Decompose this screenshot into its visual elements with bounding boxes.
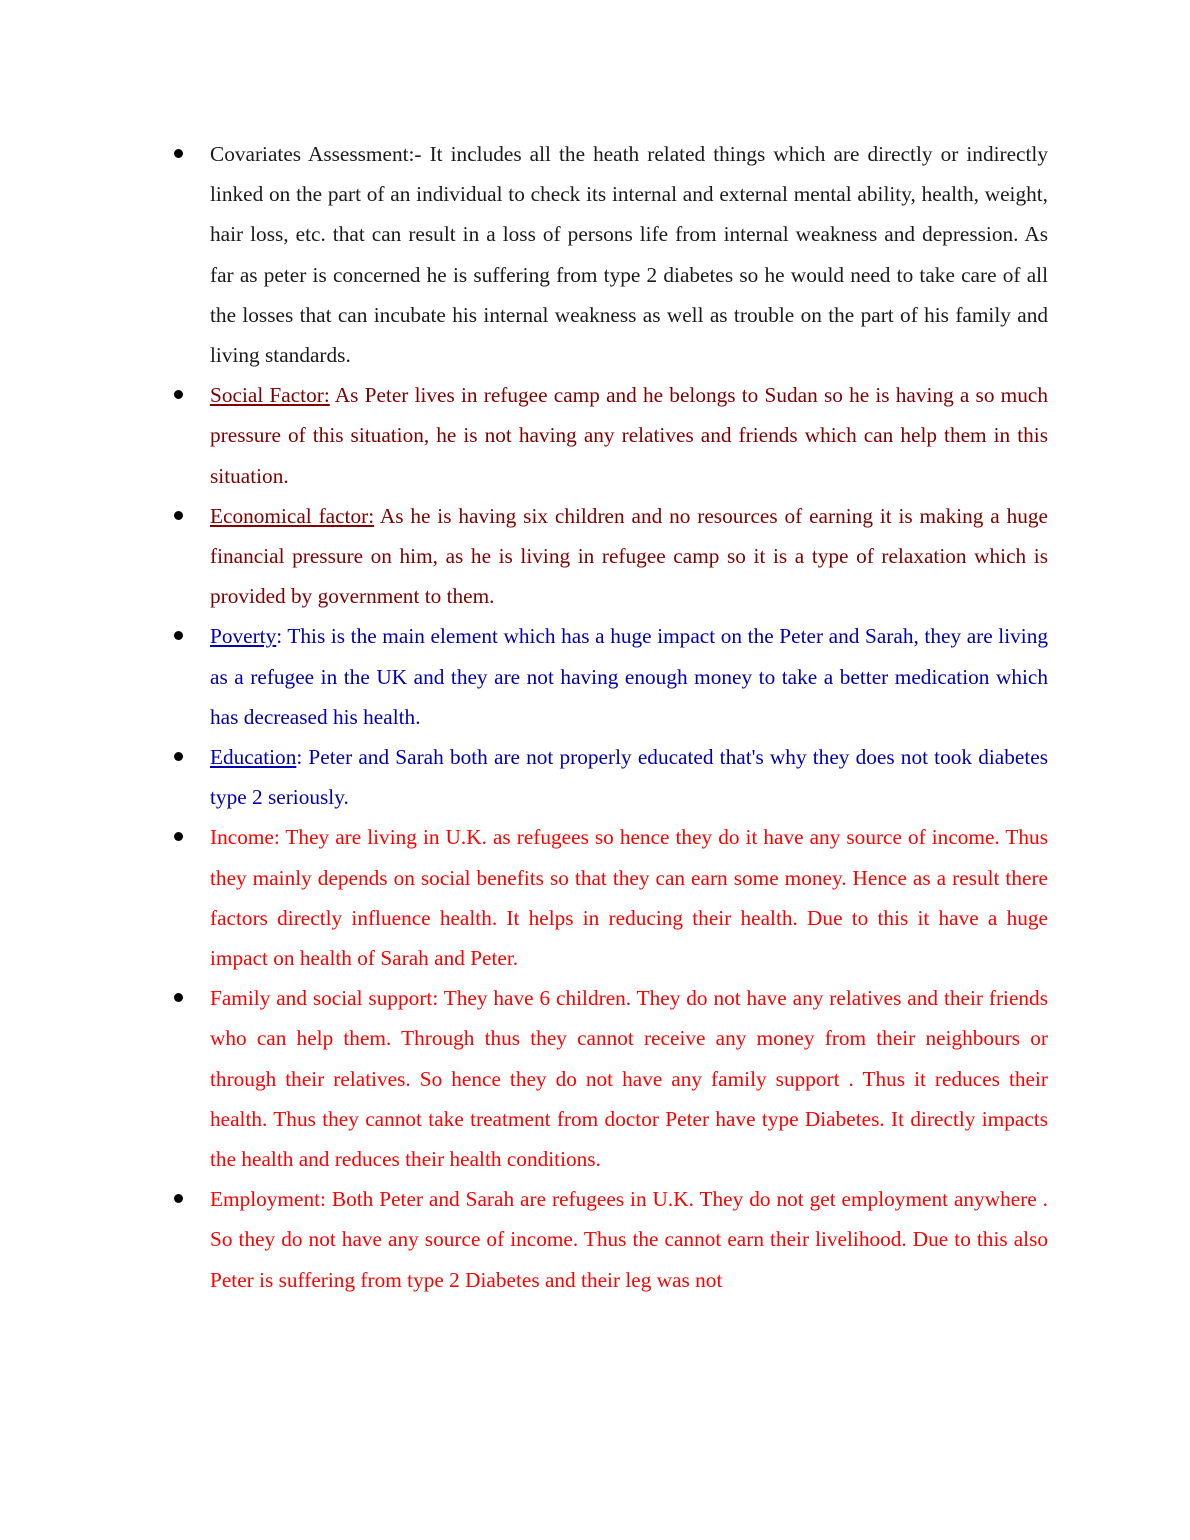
bullet-icon xyxy=(174,149,183,158)
item-text: : Peter and Sarah both are not properly educated that's why they does not took diabetes type 2 seriously. xyxy=(210,745,1048,810)
bullet-icon xyxy=(174,752,183,761)
item-term: Social Factor: xyxy=(210,383,330,408)
bullet-icon xyxy=(174,993,183,1002)
item-text: Income: They are living in U.K. as refugees so hence they do it have any source of income. Thus they mainly depends on social benefits so that they can earn some money. Hence as a result there factors directly influence health. It helps in reducing their health. Due to this it have a huge impact on health of Sarah and Peter. xyxy=(210,825,1048,971)
list-item-covariates xyxy=(210,134,1048,375)
item-text: Family and social support: They have 6 children. They do not have any relatives and their friends who can help them. Through thus they cannot receive any money from their neighbours or through their relatives. So hence they do not have any family support . Thus it reduces their health. Thus they cannot take treatment from doctor Peter have type Diabetes. It directly impacts the health and reduces their health conditions. xyxy=(210,986,1048,1172)
item-text: : This is the main element which has a huge impact on the Peter and Sarah, they are living as a refugee in the UK and they are not having enough money to take a better medication which has decreased his health. xyxy=(210,624,1048,729)
bullet-icon xyxy=(174,390,183,399)
item-text: As Peter lives in refugee camp and he belongs to Sudan so he is having a so much pressure of this situation, he is not having any relatives and friends which can help them in this situation. xyxy=(210,383,1048,488)
bullet-icon xyxy=(174,631,183,640)
item-term: Poverty xyxy=(210,624,277,649)
item-term: Economical factor: xyxy=(210,503,375,528)
list-item-income xyxy=(210,817,1048,978)
item-text: As he is having six children and no resources of earning it is making a huge financial pressure on him, as he is living in refugee camp so it is a type of relaxation which is provided by government to them. xyxy=(210,503,1048,609)
item-term: Education xyxy=(210,745,297,770)
item-text: Employment: Both Peter and Sarah are refugees in U.K. They do not get employment anywhere . So they do not have any source of income. Thus the cannot earn their livelihood. Due to this also Peter is suffering from type 2 Diabetes and their leg was not xyxy=(210,1187,1048,1292)
bullet-icon xyxy=(174,1194,183,1203)
bullet-icon xyxy=(174,511,183,520)
list-item-employment xyxy=(210,1179,1048,1300)
list-item-family-support xyxy=(210,978,1048,1179)
bullet-icon xyxy=(174,832,183,841)
list-item-social-factor xyxy=(210,375,1048,496)
list-item-economical-factor xyxy=(210,496,1048,617)
list-item-education xyxy=(210,737,1048,817)
list-item-poverty xyxy=(210,616,1048,737)
bullet-list xyxy=(210,134,1048,1300)
item-text: Covariates Assessment:- It includes all the heath related things which are directly or indirectly linked on the part of an individual to check its internal and external mental ability, health, weight, hair loss, etc. that can result in a loss of persons life from internal weakness and depression. As far as peter is concerned he is suffering from type 2 diabetes so he would need to take care of all the losses that can incubate his internal weakness as well as trouble on the part of his family and living standards. xyxy=(210,142,1048,368)
